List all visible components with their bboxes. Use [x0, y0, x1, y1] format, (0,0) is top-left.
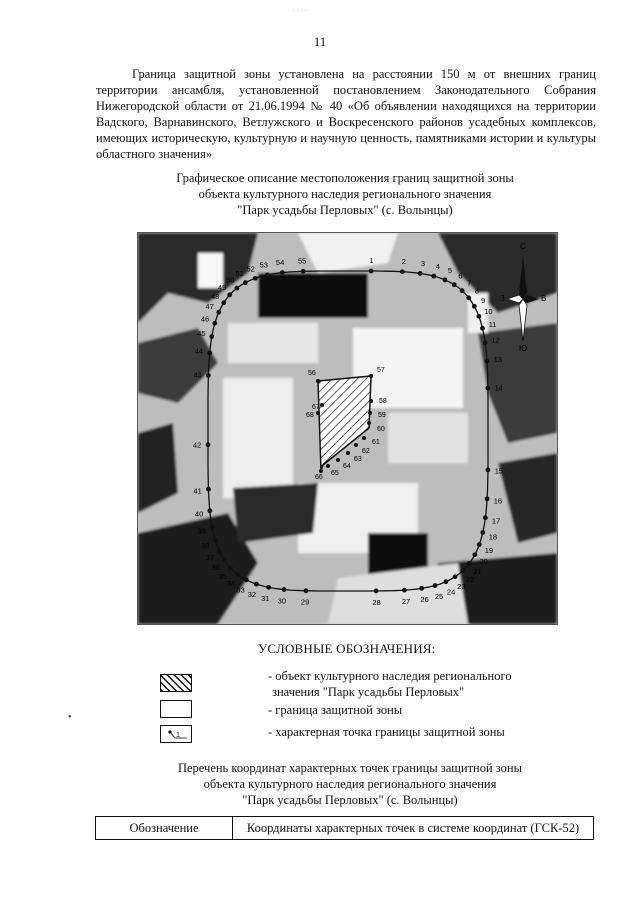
object-point-label: 57: [377, 367, 385, 374]
boundary-point: [485, 359, 490, 364]
scan-artifact: ˙ ˙ ˙˙: [292, 8, 307, 17]
intro-paragraph: Граница защитной зоны установлена на расстоянии 150 м от внешних границ территории ансамбля, установленной постановлением Законодательного Собрания Нижегородской области от 21.06.1994 № 40 «Об объявлении находящихся на территории Вадского, Варнавинского, Ветлужского и Воскресенского районов усадебных комплексов, имеющих историческую, культурную и научную ценность, памятниками истории и культуры областного значения»: [96, 67, 596, 161]
boundary-point-label: 35: [218, 571, 227, 581]
boundary-point-label: 42: [192, 440, 202, 450]
boundary-point: [477, 542, 482, 547]
object-point: [369, 399, 373, 403]
boundary-point-label: 26: [420, 595, 429, 604]
coordinates-list-heading: [90, 760, 610, 808]
boundary-point: [486, 468, 491, 473]
boundary-point-label: 18: [488, 532, 498, 542]
boundary-point-label: 7: [467, 278, 472, 288]
object-point: [368, 411, 372, 415]
boundary-point: [402, 588, 407, 593]
boundary-point: [222, 558, 227, 563]
object-point-label: 59: [378, 412, 386, 419]
boundary-point-label: 53: [259, 260, 268, 270]
protection-zone-map: [137, 232, 558, 625]
boundary-point: [433, 583, 438, 588]
boundary-point: [235, 572, 240, 577]
boundary-point: [304, 588, 309, 593]
object-point: [319, 469, 323, 473]
boundary-point: [466, 295, 471, 300]
object-point-label: 61: [372, 439, 380, 446]
boundary-point-label: 39: [197, 526, 206, 536]
compass-east-label: В: [541, 294, 547, 303]
legend-hatch-swatch: [160, 674, 192, 692]
boundary-point-label: 11: [488, 319, 497, 329]
boundary-point-label: 48: [211, 291, 220, 301]
boundary-point-label: 52: [246, 264, 255, 274]
boundary-point-label: 49: [217, 282, 227, 292]
boundary-point: [265, 273, 270, 278]
legend-title: УСЛОВНЫЕ ОБОЗНАЧЕНИЯ:: [258, 641, 436, 656]
graphic-heading: [80, 170, 610, 218]
boundary-point: [453, 574, 458, 579]
boundary-point: [212, 321, 217, 326]
boundary-point: [217, 548, 222, 553]
boundary-point: [460, 288, 465, 293]
boundary-point-label: 37: [205, 552, 215, 562]
boundary-point-label: 43: [193, 370, 202, 380]
legend-point-text: - характерная точка границы защитной зоны: [268, 725, 505, 739]
object-point: [316, 411, 320, 415]
boundary-point-label: 16: [493, 496, 503, 506]
boundary-point-label: 31: [261, 593, 270, 603]
compass-west-label: З: [500, 294, 505, 303]
boundary-point-label: 22: [465, 575, 475, 584]
object-point-label: 60: [377, 426, 385, 433]
boundary-point: [369, 269, 374, 274]
boundary-point-label: 44: [194, 346, 204, 356]
boundary-point-label: 36: [211, 563, 221, 573]
boundary-point: [480, 326, 485, 331]
boundary-point-label: 46: [200, 314, 210, 324]
object-point: [369, 374, 373, 378]
boundary-point: [221, 300, 226, 305]
object-point-label: 56: [308, 370, 316, 377]
boundary-point-label: 12: [491, 335, 500, 345]
boundary-point: [206, 442, 211, 447]
boundary-point-label: 8: [474, 286, 479, 296]
boundary-point: [207, 351, 212, 356]
boundary-point-label: 28: [372, 597, 381, 607]
boundary-point: [209, 334, 214, 339]
boundary-point-label: 3: [420, 258, 425, 268]
boundary-point-label: 1: [369, 256, 374, 265]
boundary-point-label: 30: [277, 596, 287, 606]
boundary-point-label: 47: [205, 302, 214, 312]
boundary-point-label: 27: [401, 597, 411, 606]
table-header-row: [96, 817, 594, 840]
boundary-point-label: 29: [300, 597, 310, 607]
object-point-label: 65: [331, 470, 339, 477]
col-coordinates: Координаты характерных точек в системе координат (ГСК-52): [233, 817, 594, 840]
boundary-point: [483, 340, 488, 345]
boundary-point-label: 54: [275, 257, 285, 267]
boundary-point: [472, 304, 477, 309]
graphic-heading-line-1: Графическое описание местоположения границ защитной зоны: [176, 171, 514, 185]
boundary-point: [206, 373, 211, 378]
object-point: [326, 464, 330, 468]
boundary-point-label: 51: [235, 269, 244, 279]
boundary-point: [419, 586, 424, 591]
boundary-point: [266, 585, 271, 590]
boundary-point: [485, 496, 490, 501]
boundary-point: [254, 582, 259, 587]
boundary-point: [480, 530, 485, 535]
list-heading-line-1: Перечень координат характерных точек границы защитной зоны: [177, 761, 523, 775]
boundary-point-label: 15: [494, 466, 504, 476]
boundary-point: [418, 271, 423, 276]
boundary-point: [280, 270, 285, 275]
boundary-point-label: 5: [447, 266, 453, 276]
graphic-heading-line-3: "Парк усадьбы Перловых" (с. Волынцы): [237, 203, 453, 217]
boundary-point: [442, 277, 447, 282]
boundary-point: [467, 561, 472, 566]
boundary-point-label: 6: [458, 271, 463, 281]
boundary-point: [213, 538, 218, 543]
legend-object-line-1: - объект культурного наследия регионального: [268, 669, 512, 683]
boundary-point: [282, 587, 287, 592]
boundary-point: [207, 508, 212, 513]
object-point: [346, 451, 350, 455]
object-point-label: 64: [343, 463, 351, 470]
compass-south-label: Ю: [518, 344, 528, 353]
boundary-point: [400, 269, 405, 274]
legend-zone-text: - граница защитной зоны: [268, 703, 403, 717]
legend-object-line-2: значения "Парк усадьбы Перловых": [272, 685, 465, 699]
boundary-point-label: 19: [484, 545, 494, 555]
boundary-point-label: 9: [481, 295, 486, 305]
boundary-point-label: 23: [457, 581, 466, 591]
boundary-point-label: 14: [494, 383, 503, 393]
object-point: [336, 458, 340, 462]
boundary-point-label: 34: [226, 579, 236, 589]
boundary-point-label: 41: [193, 486, 202, 496]
boundary-point-label: 45: [197, 328, 206, 338]
legend-point-swatch: [160, 725, 192, 743]
object-point: [367, 421, 371, 425]
object-point: [362, 436, 366, 440]
boundary-point: [460, 568, 465, 573]
scan-dot: •: [68, 712, 72, 723]
object-point-label: 63: [354, 456, 362, 463]
object-point-label: 68: [306, 412, 314, 419]
boundary-point: [227, 292, 232, 297]
boundary-point-label: 13: [493, 355, 502, 365]
object-point-label: 66: [315, 474, 323, 481]
boundary-point: [452, 282, 457, 287]
boundary-point: [243, 280, 248, 285]
boundary-point-label: 40: [194, 509, 204, 519]
page-number: 11: [313, 34, 327, 49]
boundary-point: [206, 487, 211, 492]
boundary-point-label: 10: [484, 306, 493, 316]
object-point-label: 62: [362, 448, 370, 455]
list-heading-line-3: "Парк усадьбы Перловых" (с. Волынцы): [242, 793, 458, 807]
boundary-point-label: 25: [434, 591, 444, 601]
object-point: [316, 379, 320, 383]
boundary-point-label: 50: [226, 275, 235, 285]
boundary-point: [374, 589, 379, 594]
boundary-point: [301, 269, 306, 274]
boundary-point-label: 17: [491, 516, 501, 526]
col-designation: Обозначение: [96, 817, 233, 840]
boundary-point: [443, 579, 448, 584]
boundary-point-label: 4: [435, 261, 440, 271]
boundary-point-label: 38: [201, 540, 210, 550]
boundary-point: [216, 310, 221, 315]
boundary-point: [244, 577, 249, 582]
legend-zone-swatch: [160, 700, 192, 718]
boundary-point-label: 24: [446, 587, 456, 597]
boundary-point: [235, 286, 240, 291]
boundary-point-label: 21: [473, 566, 482, 576]
map-svg: [138, 233, 557, 624]
boundary-point: [483, 515, 488, 520]
point-symbol-icon: [161, 726, 191, 742]
list-heading-line-2: объекта культурного наследия регионального значения: [203, 777, 497, 791]
boundary-point-label: 32: [247, 590, 257, 600]
boundary-point: [485, 386, 490, 391]
object-point-label: 58: [379, 398, 387, 405]
boundary-point-label: 33: [236, 585, 245, 595]
object-point-label: 67: [312, 404, 320, 411]
boundary-point: [228, 566, 233, 571]
graphic-heading-line-2: объекта культурного наследия регионального значения: [198, 187, 492, 201]
object-point: [320, 403, 324, 407]
boundary-point-label: 55: [298, 256, 307, 266]
boundary-point-label: 2: [401, 256, 406, 266]
object-point: [354, 443, 358, 447]
boundary-point: [472, 552, 477, 557]
boundary-point-label: 20: [479, 557, 488, 567]
coordinates-table: [95, 816, 594, 840]
compass-north-label: С: [520, 242, 526, 251]
boundary-point: [210, 525, 215, 530]
boundary-point: [253, 276, 258, 281]
boundary-point: [431, 274, 436, 279]
point-symbol-label: 1: [176, 732, 180, 739]
boundary-point: [476, 314, 481, 319]
